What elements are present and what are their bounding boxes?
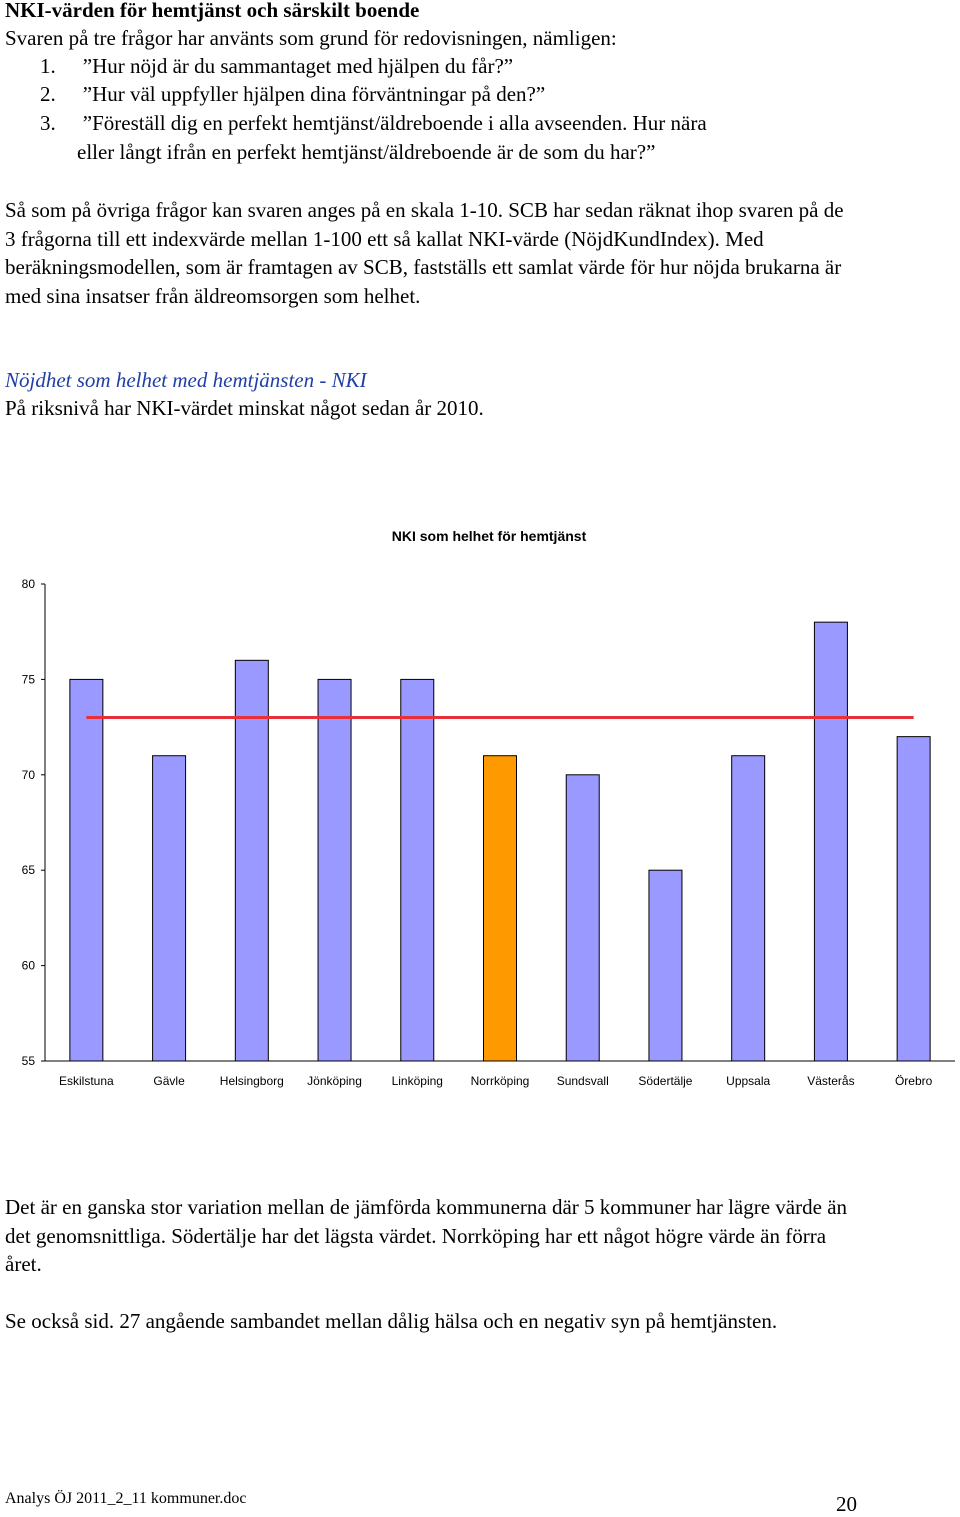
page-heading: NKI-värden för hemtjänst och särskilt boende [5, 0, 420, 22]
x-category-label: Uppsala [726, 1074, 771, 1088]
bar-eskilstuna [70, 679, 103, 1061]
method-paragraph: Så som på övriga frågor kan svaren anges på en skala 1-10. SCB har sedan räknat ihop svaren på de 3 frågorna till ett indexvärde mellan 1-100 ett så kallat NKI-värde (NöjdKundIndex). Med beräkningsmodellen, som är framtagen av SCB, fastställs ett samlat värde för hur nöjda brukarna är med sina insatser från äldreomsorgen som helhet. [5, 198, 844, 308]
nki-bar-chart [0, 520, 960, 1100]
y-tick-label: 60 [21, 958, 35, 973]
y-tick-label: 80 [21, 577, 35, 591]
y-tick-label: 75 [21, 672, 35, 687]
bar-sundsvall [566, 775, 599, 1061]
y-tick-label: 70 [21, 767, 35, 782]
intro-text: Svaren på tre frågor har använts som grund för redovisningen, nämligen: [5, 26, 617, 50]
bar-gävle [153, 756, 186, 1061]
bar-örebro [897, 737, 930, 1061]
x-category-label: Örebro [894, 1074, 933, 1088]
x-axis-labels [59, 1074, 933, 1088]
bar-södertälje [649, 870, 682, 1061]
chart-title: NKI som helhet för hemtjänst [391, 528, 587, 544]
question-2: 2. ”Hur väl uppfyller hjälpen dina förväntningar på den?” [40, 82, 546, 106]
x-category-label: Jönköping [307, 1074, 362, 1088]
x-category-label: Norrköping [470, 1074, 530, 1088]
question-3: 3. ”Föreställ dig en perfekt hemtjänst/äldreboende i alla avseenden. Hur nära [40, 111, 707, 135]
y-tick-label: 55 [21, 1054, 35, 1068]
bar-norrköping [484, 756, 517, 1061]
bar-jönköping [318, 679, 351, 1061]
bar-västerås [814, 622, 847, 1061]
document-footer: Analys ÖJ 2011_2_11 kommuner.doc [5, 1490, 247, 1507]
x-category-label: Helsingborg [219, 1074, 284, 1088]
reference-paragraph: Se också sid. 27 angående sambandet mellan dålig hälsa och en negativ syn på hemtjänsten. [5, 1309, 778, 1333]
x-category-label: Eskilstuna [59, 1074, 114, 1088]
x-category-label: Västerås [807, 1074, 855, 1088]
page-number: 20 [836, 1492, 857, 1516]
question-1: 1. ”Hur nöjd är du sammantaget med hjälpen du får?” [40, 54, 514, 78]
x-category-label: Linköping [391, 1074, 443, 1088]
bar-series [70, 622, 930, 1061]
y-tick-label: 65 [21, 863, 35, 878]
x-category-label: Södertälje [638, 1074, 693, 1088]
section-subtitle: På riksnivå har NKI-värdet minskat något sedan år 2010. [5, 396, 484, 420]
bar-uppsala [732, 756, 765, 1061]
section-title: Nöjdhet som helhet med hemtjänsten - NKI [5, 368, 367, 392]
question-3-continuation: eller långt ifrån en perfekt hemtjänst/äldreboende är de som du har?” [77, 140, 656, 164]
x-category-label: Gävle [153, 1074, 185, 1088]
bar-helsingborg [235, 660, 268, 1061]
bar-linköping [401, 679, 434, 1061]
x-category-label: Sundsvall [556, 1074, 609, 1088]
analysis-paragraph: Det är en ganska stor variation mellan de jämförda kommunerna där 5 kommuner har lägre värde än det genomsnittliga. Södertälje har det lägsta värdet. Norrköping har ett något högre värde än förra året. [5, 1195, 848, 1276]
